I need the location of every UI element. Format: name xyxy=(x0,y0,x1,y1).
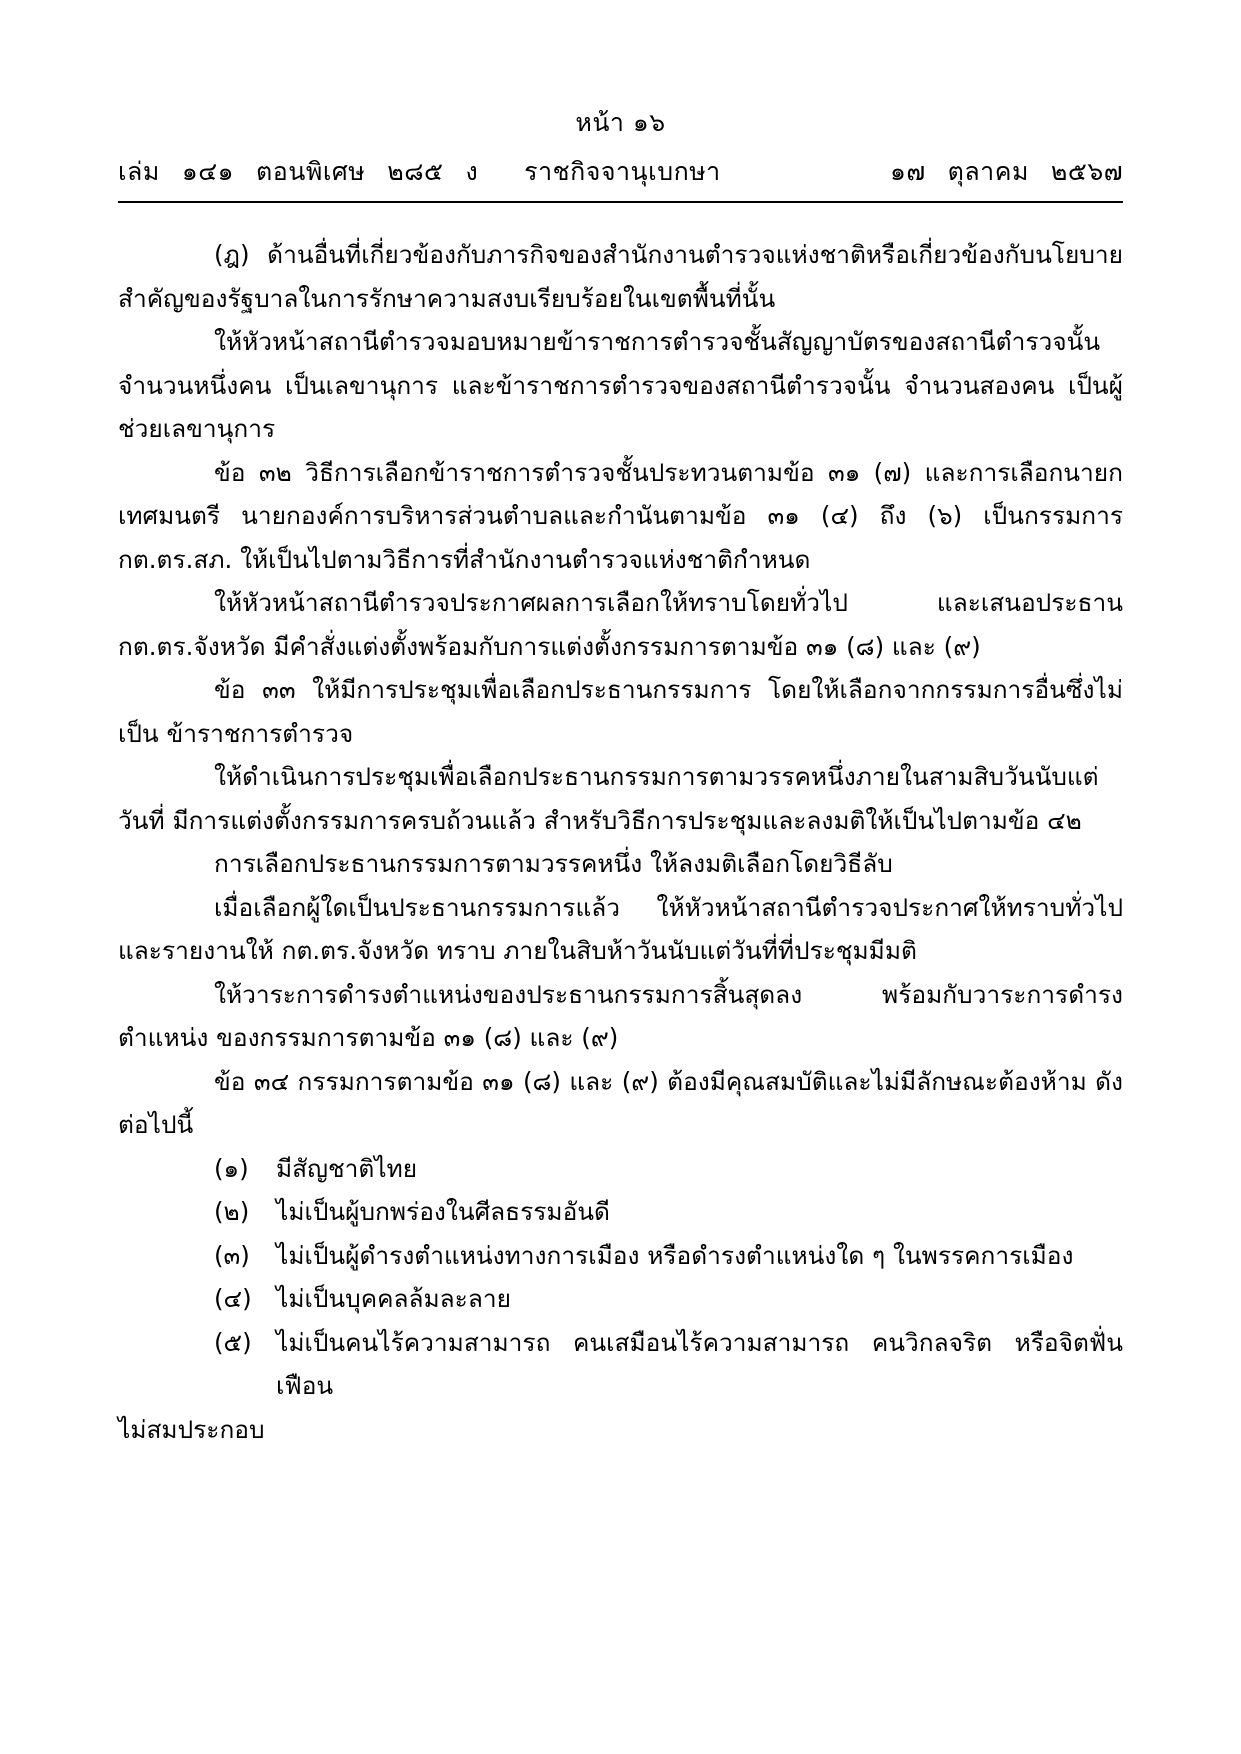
section-suffix: ง xyxy=(465,157,479,186)
list-item xyxy=(118,1190,1123,1234)
list-item xyxy=(118,1234,1123,1278)
paragraph: ให้วาระการดำรงตำแหน่งของประธานกรรมการสิ้นสุดลง พร้อมกับวาระการดำรงตำแหน่ง ของกรรมการตามข้อ ๓๑ (๘) และ (๙) xyxy=(118,979,1123,1052)
list-item-number: (๔) xyxy=(214,1284,252,1313)
paragraph: ให้หัวหน้าสถานีตำรวจมอบหมายข้าราชการตำรวจชั้นสัญญาบัตรของสถานีตำรวจนั้น จำนวนหนึ่งคน เป็นเลขานุการ และข้าราชการตำรวจของสถานีตำรวจนั้น จำนวนสองคน เป็นผู้ช่วยเลขานุการ xyxy=(118,327,1123,443)
list-item-number: (๒) xyxy=(214,1197,250,1226)
document-body xyxy=(118,233,1123,1451)
paragraph-clause-33: ข้อ ๓๓ ให้มีการประชุมเพื่อเลือกประธานกรรมการ โดยให้เลือกจากกรรมการอื่นซึ่งไม่เป็น ข้าราชการตำรวจ xyxy=(118,675,1123,748)
section-number: ๒๘๕ xyxy=(387,157,444,186)
date-day: ๑๗ xyxy=(889,157,926,186)
list-item-text: ไม่เป็นผู้ดำรงตำแหน่งทางการเมือง หรือดำรงตำแหน่งใด ๆ ในพรรคการเมือง xyxy=(276,1240,1074,1270)
date-year: ๒๕๖๗ xyxy=(1050,157,1123,186)
paragraph: เมื่อเลือกผู้ใดเป็นประธานกรรมการแล้ว ให้หัวหน้าสถานีตำรวจประกาศให้ทราบทั่วไป และรายงานให้ กต.ตร.จังหวัด ทราบ ภายในสิบห้าวันนับแต่วันที่ที่ประชุมมีมติ xyxy=(118,892,1123,965)
list-item-text: ไม่เป็นผู้บกพร่องในศีลธรรมอันดี xyxy=(276,1197,610,1226)
list-item-text: ไม่เป็นบุคคลล้มละลาย xyxy=(276,1284,511,1313)
date-month: ตุลาคม xyxy=(947,157,1029,186)
list-item-number: (๑) xyxy=(214,1153,249,1183)
header-divider xyxy=(118,201,1123,203)
section-label: ตอนพิเศษ xyxy=(256,157,366,186)
header-date-group xyxy=(890,152,1123,192)
list-item-text: ไม่เป็นคนไร้ความสามารถ คนเสมือนไร้ความสามารถ คนวิกลจริต หรือจิตฟั่นเฟือน xyxy=(276,1327,1123,1400)
paragraph: (ฎ) ด้านอื่นที่เกี่ยวข้องกับภารกิจของสำนักงานตำรวจแห่งชาติหรือเกี่ยวข้องกับนโยบายสำคัญของรัฐบาลในการรักษาความสงบเรียบร้อยในเขตพื้นที่นั้น xyxy=(118,240,1123,313)
page-header xyxy=(118,108,1123,203)
publication-name: ราชกิจจานุเบกษา xyxy=(524,157,721,186)
conditions-list xyxy=(118,1147,1123,1408)
paragraph: ให้หัวหน้าสถานีตำรวจประกาศผลการเลือกให้ทราบโดยทั่วไป และเสนอประธาน กต.ตร.จังหวัด มีคำสั่งแต่งตั้งพร้อมกับการแต่งตั้งกรรมการตามข้อ ๓๑ (๘) และ (๙) xyxy=(118,588,1123,661)
paragraph: ให้ดำเนินการประชุมเพื่อเลือกประธานกรรมการตามวรรคหนึ่งภายในสามสิบวันนับแต่วันที่ มีการแต่งตั้งกรรมการครบถ้วนแล้ว สำหรับวิธีการประชุมและลงมติให้เป็นไปตามข้อ ๔๒ xyxy=(118,762,1099,835)
closing-line: ไม่สมประกอบ xyxy=(118,1414,265,1444)
volume-number: ๑๔๑ xyxy=(181,157,235,186)
paragraph-clause-34: ข้อ ๓๔ กรรมการตามข้อ ๓๑ (๘) และ (๙) ต้องมีคุณสมบัติและไม่มีลักษณะต้องห้าม ดังต่อไปนี้ xyxy=(118,1066,1123,1139)
list-item-number: (๕) xyxy=(214,1327,252,1357)
volume-label: เล่ม xyxy=(118,157,160,186)
paragraph-clause-32: ข้อ ๓๒ วิธีการเลือกข้าราชการตำรวจชั้นประทวนตามข้อ ๓๑ (๗) และการเลือกนายกเทศมนตรี นายกองค์การบริหารส่วนตำบลและกำนันตามข้อ ๓๑ (๔) ถึง (๖) เป็นกรรมการ กต.ตร.สภ. ให้เป็นไปตามวิธีการที่สำนักงานตำรวจแห่งชาติกำหนด xyxy=(118,457,1123,574)
list-item xyxy=(118,1147,1123,1191)
list-item-number: (๓) xyxy=(214,1240,250,1270)
header-row xyxy=(118,152,1123,192)
header-volume-group xyxy=(118,152,478,192)
list-item-text: มีสัญชาติไทย xyxy=(276,1153,418,1183)
list-item xyxy=(118,1277,1123,1321)
paragraph: การเลือกประธานกรรมการตามวรรคหนึ่ง ให้ลงมติเลือกโดยวิธีลับ xyxy=(214,849,893,878)
page-number: หน้า ๑๖ xyxy=(575,108,666,137)
list-item xyxy=(118,1321,1123,1408)
